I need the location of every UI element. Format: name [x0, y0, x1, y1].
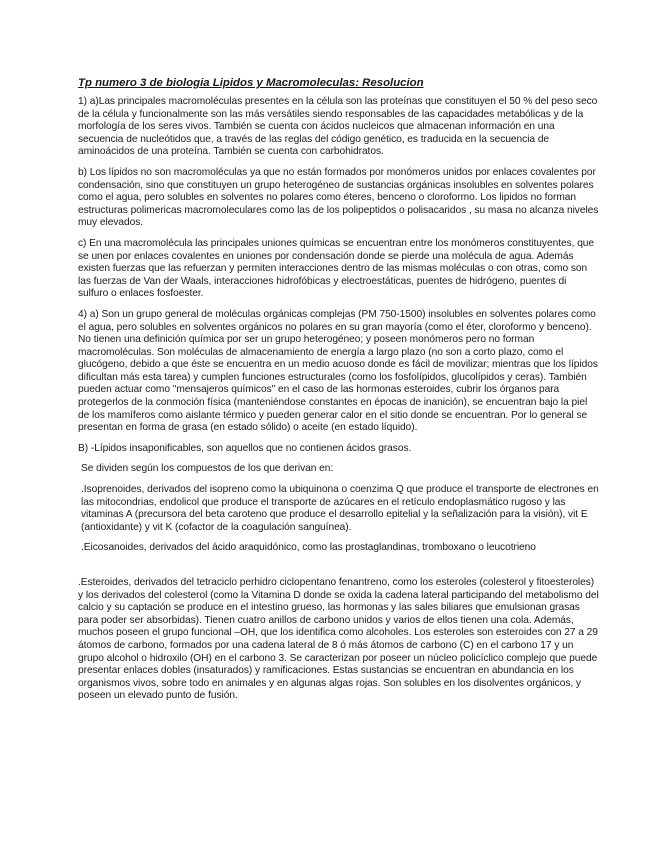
paragraph-4b: B) -Lípidos insaponificables, son aquellos que no contienen ácidos grasos.	[78, 442, 412, 454]
paragraph-1b: b) Los lípidos no son macromoléculas ya que no están formados por monómeros unidos por enlaces covalentes por condensación, sino que constituyen un grupo heterogéneo de sustancias orgánicas insolubles en solventes polares como el agua, pero solubles en solventes no polares como éteres, benceno o cloroformo. Los lipidos no forman estructuras polimericas macromoleculares como las de los polipeptidos o polisacaridos , su masa no alcanza niveles muy elevados.	[78, 166, 599, 229]
paragraph-eicosanoides: .Eicosanoides, derivados del ácido araquidónico, como las prostaglandinas, tromboxano o leucotrieno	[81, 542, 536, 554]
document-title: Tp numero 3 de biologia Lipidos y Macromoleculas: Resolucion	[78, 77, 424, 89]
paragraph-esteroides: .Esteroides, derivados del tetraciclo perhidro ciclopentano fenantreno, como los esteroles (colesterol y fitoesteroles) y los derivados del colesterol (como la Vitamina D donde se oxida la cadena lateral participando del metabolismo del calcio y su captación se produce en el intestino grueso, las hormonas y las sales biliares que emulsionan grasas para poder ser absorbidas). Tienen cuatro anillos de carbono unidos y varios de ellos tienen una cola. Además, muchos poseen el grupo funcional –OH, que los identifica como alcoholes. Los esteroles son esteroides con 27 a 29 átomos de carbono, formados por una cadena lateral de 8 ó más átomos de carbono (C) en el carbono 17 y un grupo alcohol o hidroxilo (OH) en el carbono 3. Se caracterizan por poseer un núcleo policíclico complejo que puede presentar enlaces dobles (insaturados) y ramificaciones. Estas sustancias se encuentran en abundancia en los organismos vivos, sobre todo en animales y en algunas algas rojas. Son solubles en los disolventes orgánicos, y poseen un elevado punto de fusión.	[78, 577, 599, 702]
paragraph-4a: 4) a) Son un grupo general de moléculas orgánicas complejas (PM 750-1500) insolubles en solventes polares como el agua, pero solubles en solventes orgánicos no polares en su gran mayoría (como el éter, cloroformo y benceno). No tienen una definición química por ser un grupo heterogéneo; y poseen monómeros pero no forman macromoléculas. Son moléculas de almacenamiento de energía a largo plazo (no son a corto plazo, como el glucógeno, debido a que éste se encuentra en un medio acuoso donde es fácil de movilizar; mientras que los lípidos dificultan más esta tarea) y cumplen funciones estructurales (como los fosfolípidos, glucolípidos y ceras). También pueden actuar como "mensajeros químicos" en el caso de las hormonas esteroides, cubrir los órganos para protegerlos de la conmoción física (manteniéndose constantes en épocas de inanición), se encuentran bajo la piel de los mamíferos como aislante térmico y pueden generar calor en el sitio donde se encuentran. Por lo general se presentan en forma de grasa (en estado sólido) o aceite (en estado líquido).	[78, 308, 598, 434]
paragraph-1a: 1) a)Las principales macromoléculas presentes en la célula son las proteínas que constituyen el 50 % del peso seco de la célula y funcionalmente son las más versátiles siendo responsables de las capacidades metabólicas y de la morfología de los seres vivos. También se cuenta con ácidos nucleicos que almacenan información en una secuencia de nucleótidos que, a través de las reglas del código genético, es traducida en la secuencia de aminoácidos de una proteína. También se cuenta con carbohidratos.	[78, 96, 598, 158]
paragraph-divisions: Se dividen según los compuestos de los que derivan en:	[81, 463, 334, 475]
paragraph-1c: c) En una macromolécula las principales uniones químicas se encuentran entre los monómeros constituyentes, que se unen por enlaces covalentes en uniones por condensación donde se pierde una molécula de agua. Además existen fuerzas que las refuerzan y permiten interacciones dentro de las mismas moléculas o con otras, como son las fuerzas de Van der Waals, interacciones hidrofóbicas y electroestáticas, puentes de hidrógeno, puentes di sulfuro o enlaces fosfoester.	[78, 237, 595, 300]
paragraph-isoprenoides: .Isoprenoides, derivados del isopreno como la ubiquinona o coenzima Q que produce el transporte de electrones en las mitocondrias, endolicol que produce el transporte de azúcares en el retículo endoplasmático rugoso y las vitaminas A (precursora del beta caroteno que produce el desarrollo epitelial y la señalización para la visión), vit E (antioxidante) y vit K (cofactor de la coagulación sanguínea).	[81, 484, 599, 533]
